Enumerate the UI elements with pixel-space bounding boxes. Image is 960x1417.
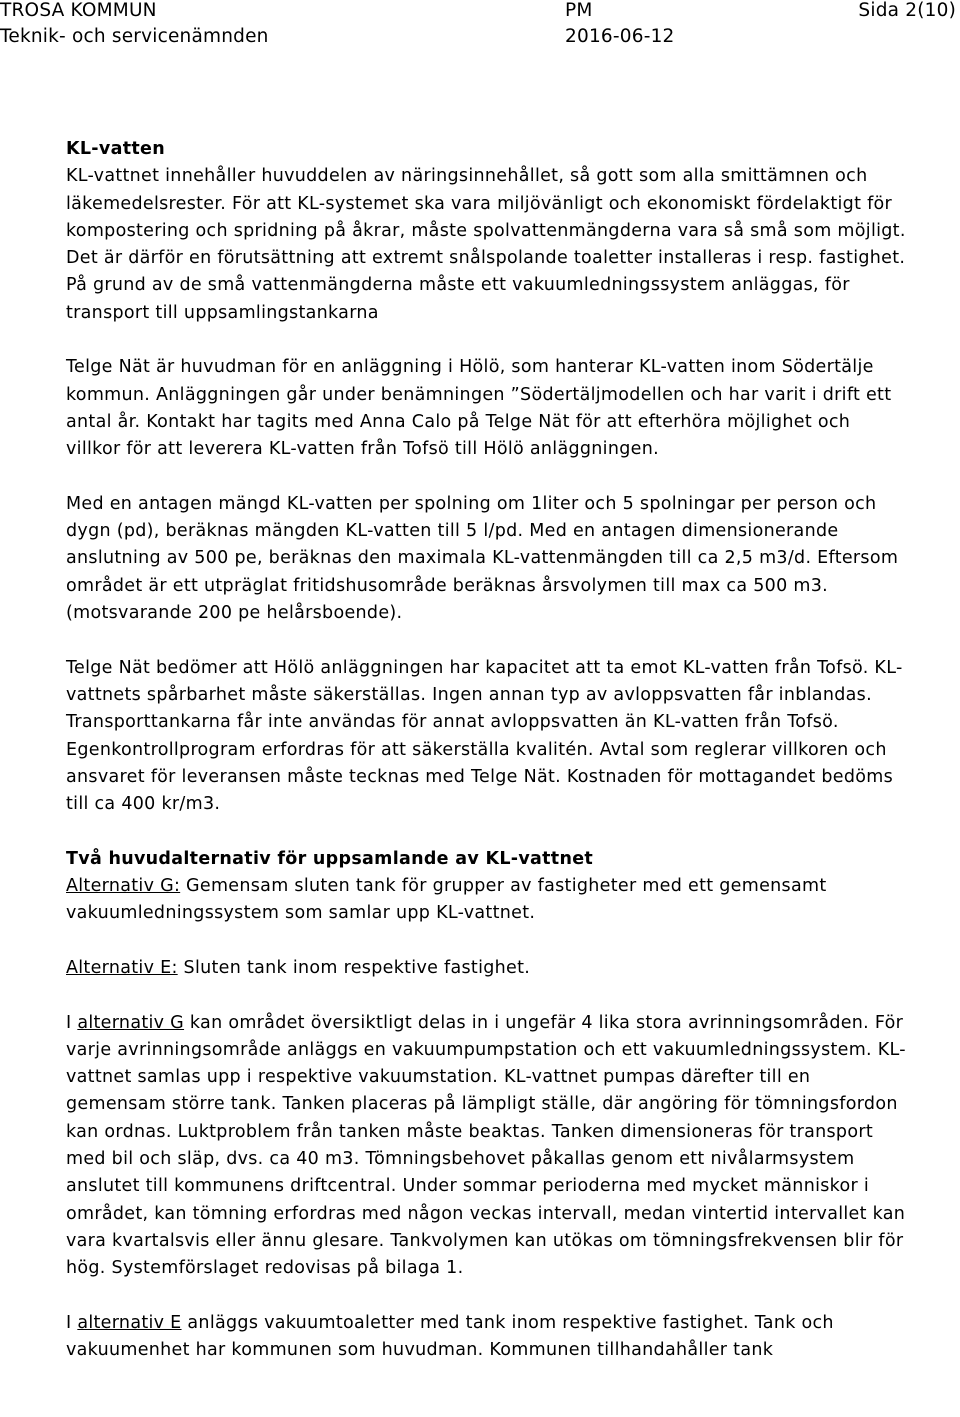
section-heading-kl-vatten: KL-vatten — [66, 139, 165, 159]
alternative-e-details-text: anläggs vakuumtoaletter med tank inom respektive fastighet. Tank och vakuumenhet har kommunen som huvudman. Kommunen tillhandahåller tank — [66, 1312, 834, 1361]
org-name: TROSA KOMMUN — [0, 0, 157, 21]
alternative-g-label: Alternativ G: — [66, 876, 181, 897]
paragraph-alternative-e — [66, 955, 906, 982]
paragraph-alternative-e-details — [66, 1310, 906, 1365]
page-number: Sida 2(10) — [858, 0, 956, 21]
paragraph-alternative-g-details — [66, 1010, 906, 1283]
alternative-e-reference: alternativ E — [77, 1312, 182, 1333]
alternative-g-reference: alternativ G — [77, 1012, 185, 1033]
page-header-row-1 — [0, 0, 960, 22]
page-header-row-2 — [0, 26, 960, 48]
paragraph-holo-capacity: Telge Nät bedömer att Hölö anläggningen har kapacitet att ta emot KL-vatten från Tofsö. KL-vattnets spårbarhet måste säkerställas. Ingen annan typ av avloppsvatten får inblandas. Transporttankarna får inte användas för annat avloppsvatten än KL-vatten från Tofsö. Egenkontrollprogram erfordras för att säkerställa kvalitén. Avtal som reglerar villkoren och ansvaret för leveransen måste tecknas med Telge Nät. Kostnaden för mottagandet bedöms till ca 400 kr/m3. — [66, 657, 903, 815]
document-type: PM — [565, 0, 593, 21]
alternative-g-text: Gemensam sluten tank för grupper av fastigheter med ett gemensamt vakuumledningssystem som samlar upp KL-vattnet. — [66, 876, 827, 924]
alternative-e-text: Sluten tank inom respektive fastighet. — [177, 957, 531, 978]
section-heading-alternatives: Två huvudalternativ för uppsamlande av KL-vattnet — [66, 848, 594, 869]
department-name: Teknik- och servicenämnden — [0, 26, 269, 47]
paragraph-kl-vatten-intro: KL-vattnet innehåller huvuddelen av näringsinnehållet, så gott som alla smittämnen och läkemedelsrester. För att KL-systemet ska vara miljövänligt och ekonomiskt fördelaktigt för kompostering och spridning på åkrar, måste spolvattenmängderna vara så små som möjligt. Det är därför en förutsättning att extremt snålspolande toaletter installeras i resp. fastighet. På grund av de små vattenmängderna måste ett vakuumledningssystem anläggas, för transport till uppsamlingstankarna — [66, 166, 906, 323]
paragraph-alternative-g — [66, 873, 906, 928]
prefix-text: I — [66, 1012, 78, 1033]
prefix-text: I — [66, 1312, 78, 1333]
alternative-g-details-text: kan området översiktligt delas in i ungefär 4 lika stora avrinningsområden. För varje avrinningsområde anläggs en vakuumpumpstation och ett vakuumledningssystem. KL-vattnet samlas upp i respektive vakuumstation. KL-vattnet pumpas därefter till en gemensam större tank. Tanken placeras på lämpligt ställe, där angöring för tömningsfordon kan ordnas. Luktproblem från tanken måste beaktas. Tanken dimensioneras för transport med bil och släp, dvs. ca 40 m3. Tömningsbehovet påkallas genom ett nivålarmsystem anslutet till kommunens driftcentral. Under sommar perioderna med mycket människor i området, kan tömning erfordras med någon veckas intervall, medan vintertid intervallet kan vara kvartalsvis eller ännu glesare. Tankvolymen kan utökas om tömningsfrekvensen blir för hög. Systemförslaget redovisas på bilaga 1. — [66, 1012, 906, 1279]
document-date: 2016-06-12 — [565, 26, 675, 47]
alternative-e-label: Alternativ E: — [66, 957, 178, 978]
paragraph-telge-nat: Telge Nät är huvudman för en anläggning i Hölö, som hanterar KL-vatten inom Södertälje kommun. Anläggningen går under benämningen ”Södertäljmodellen och har varit i drift ett antal år. Kontakt har tagits med Anna Calo på Telge Nät för att efterhöra möjlighet och villkor för att leverera KL-vatten från Tofsö till Hölö anläggningen. — [66, 357, 892, 460]
document-body — [66, 136, 906, 1364]
paragraph-volume-calculation: Med en antagen mängd KL-vatten per spolning om 1liter och 5 spolningar per person och dygn (pd), beräknas mängden KL-vatten till 5 l/pd. Med en antagen dimensionerande anslutning av 500 pe, beräknas den maximala KL-vattenmängden till ca 2,5 m3/d. Eftersom området är ett utpräglat fritidshusområde beräknas årsvolymen till max ca 500 m3.(motsvarande 200 pe helårsboende). — [66, 493, 899, 624]
